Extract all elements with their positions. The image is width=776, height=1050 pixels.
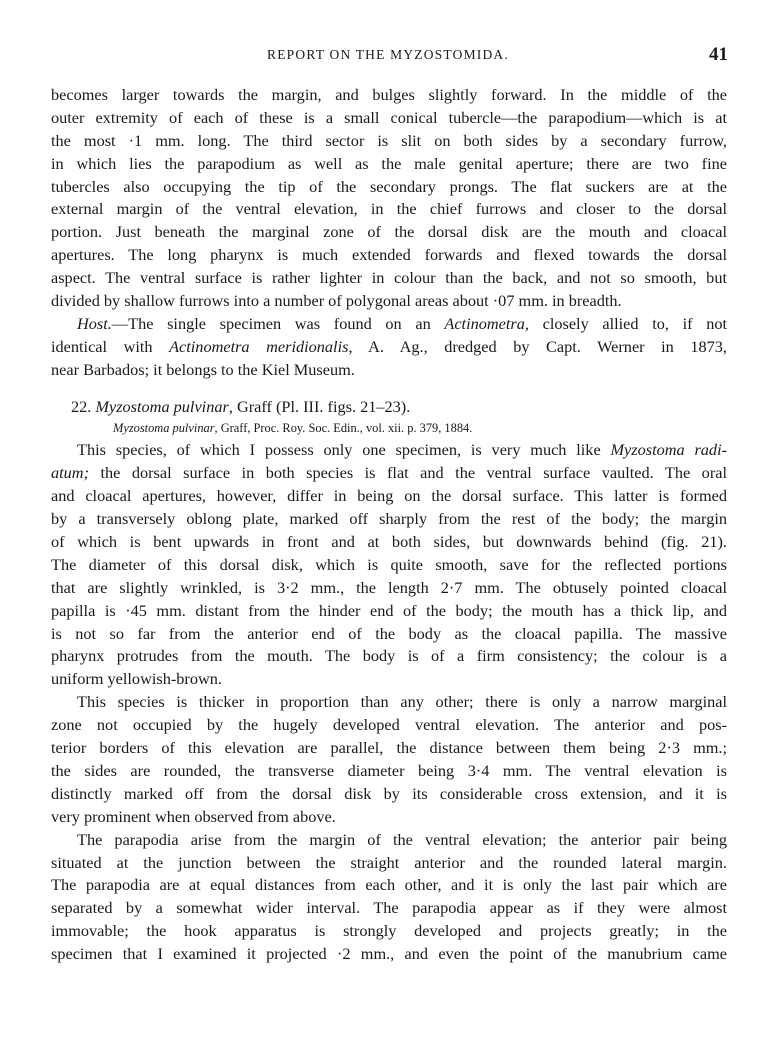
text-line [51, 439, 727, 462]
species-heading [51, 396, 727, 440]
text-line: The parapodia arise from the margin of the ventral elevation; the anterior pair being [77, 829, 727, 849]
text-line: separated by a somewhat wider interval. The parapodia appear as if they were almost [51, 898, 727, 918]
text-line [51, 336, 727, 359]
text-line [51, 462, 727, 485]
text-line: tubercles also occupying the tip of the secondary prongs. The flat suckers are at the [51, 176, 727, 196]
species-name: Myzostoma radi- [610, 440, 727, 460]
text-line: divided by shallow furrows into a number of polygonal areas about ·07 mm. in breadth. [51, 291, 622, 311]
page-header [48, 44, 728, 68]
text-line: situated at the junction between the straight anterior and the rounded lateral margin. [51, 852, 727, 872]
text-line: immovable; the hook apparatus is strongly developed and projects greatly; in the [51, 921, 727, 941]
text-line: outer extremity of each of these is a small conical tubercle—the parapodium—which is at [51, 107, 727, 127]
paragraph-parapodia [51, 829, 727, 966]
text-line: papilla is ·45 mm. distant from the hinder end of the body; the mouth has a thick lip, and [51, 600, 727, 620]
text-line: uniform yellowish-brown. [51, 669, 222, 689]
text-line: This species is thicker in proportion than any other; there is only a narrow marginal [77, 692, 727, 712]
text-line: pharynx protrudes from the mouth. The body is of a firm consistency; the colour is a [51, 646, 727, 666]
text-line: distinctly marked off from the dorsal disk by its considerable cross extension, and it is [51, 783, 727, 803]
text-line: near Barbados; it belongs to the Kiel Museum. [51, 359, 355, 379]
citation-reference: , Graff, Proc. Roy. Soc. Edin., vol. xii. p. 379, 1884. [214, 421, 473, 436]
species-authority: , Graff (Pl. III. figs. 21–23). [228, 396, 411, 416]
text-span: , closely allied to, if not [524, 313, 727, 333]
text-line: zone not occupied by the hugely developed ventral elevation. The anterior and pos- [51, 715, 727, 735]
text-line: in which lies the parapodium as well as the male genital aperture; there are two fine [51, 153, 727, 173]
text-line: that are slightly wrinkled, is 3·2 mm., the length 2·7 mm. The obtusely pointed cloacal [51, 577, 727, 597]
text-line: specimen that I examined it projected ·2 mm., and even the point of the manubrium came [51, 944, 727, 964]
section-gap [51, 382, 727, 396]
text-span: identical with [51, 336, 170, 356]
text-line: apertures. The long pharynx is much extended forwards and flexed towards the dorsal [51, 245, 727, 265]
body-text [51, 84, 727, 966]
text-line: of which is bent upwards in front and at both sides, but downwards behind (fig. 21). [51, 532, 727, 552]
text-line: The parapodia are at equal distances from each other, and it is only the last pair which are [51, 875, 727, 895]
running-head: REPORT ON THE MYZOSTOMIDA. [267, 47, 509, 62]
text-line: is not so far from the anterior end of the body as the cloacal papilla. The massive [51, 623, 727, 643]
text-line: external margin of the ventral elevation, in the chief furrows and closer to the dorsal [51, 199, 727, 219]
text-line: aspect. The ventral surface is rather lighter in colour than the back, and not so smooth, but [51, 268, 727, 288]
page-number: 41 [709, 44, 728, 65]
text-span: —The single specimen was found on an [111, 313, 445, 333]
text-line: very prominent when observed from above. [51, 806, 336, 826]
text-line [51, 313, 727, 336]
citation-name: Myzostoma pulvinar [113, 421, 215, 436]
text-span: , A. Ag., dredged by Capt. Werner in 1873, [348, 336, 727, 356]
text-span: This species, of which I possess only one specimen, is very much like [77, 440, 611, 460]
species-name: Actinometra meridionalis [169, 336, 349, 356]
species-citation [51, 418, 727, 439]
paragraph-host [51, 313, 727, 382]
text-line: the most ·1 mm. long. The third sector is slit on both sides by a secondary furrow, [51, 130, 727, 150]
species-number: 22. [71, 396, 96, 416]
text-line: and cloacal apertures, however, differ in being on the dorsal surface. This latter is formed [51, 486, 727, 506]
text-line: by a transversely oblong plate, marked off sharply from the rest of the body; the margin [51, 509, 727, 529]
text-line: terior borders of this elevation are parallel, the distance between them being 2·3 mm.; [51, 738, 727, 758]
text-line: becomes larger towards the margin, and bulges slightly forward. In the middle of the [51, 85, 727, 104]
paragraph-proportions [51, 691, 727, 828]
species-name: Myzostoma pulvinar [95, 396, 229, 416]
text-line: The diameter of this dorsal disk, which is quite smooth, save for the reflected portions [51, 554, 727, 574]
paragraph-anatomy [51, 84, 727, 313]
text-span: the dorsal surface in both species is flat and the ventral surface vaulted. The oral [88, 463, 727, 483]
species-name: atum; [51, 463, 89, 483]
species-title [51, 396, 727, 419]
text-line: portion. Just beneath the marginal zone of the dorsal disk are the mouth and cloacal [51, 222, 727, 242]
paragraph-description [51, 439, 727, 691]
host-label: Host. [77, 313, 112, 333]
genus-name: Actinometra [444, 313, 525, 333]
text-line: the sides are rounded, the transverse diameter being 3·4 mm. The ventral elevation is [51, 760, 727, 780]
